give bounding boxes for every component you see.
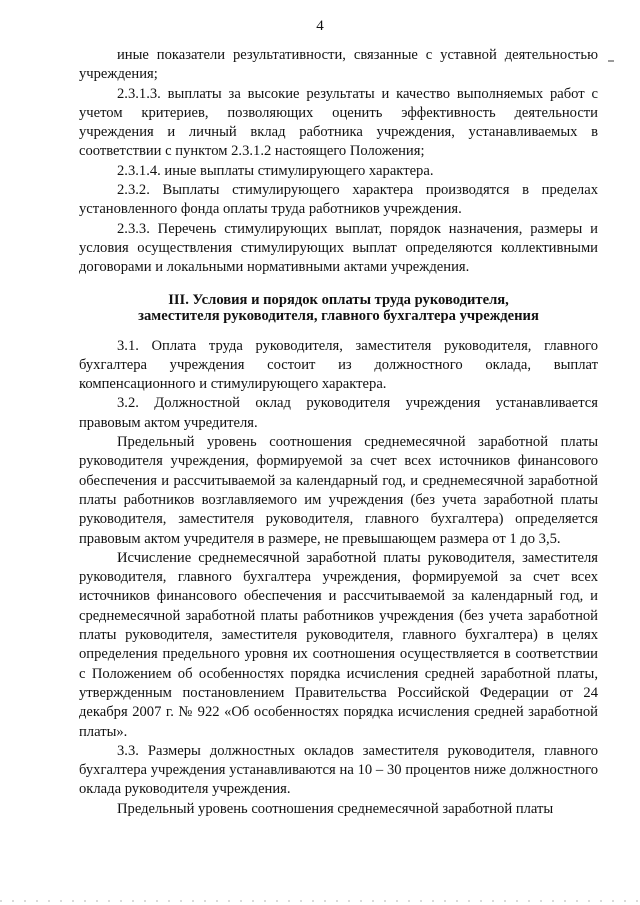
paragraph-average-salary-calculation: Исчисление среднемесячной заработной платы руководителя, заместителя руководителя, главного бухгалтера учреждения, формируемой за счет всех источников финансового обеспечения и рассчитываемой за календарный год, и среднемесячной заработной платы работников учреждения (без учета заработной платы руководителя, заместителя руководителя, главного бухгалтера) в целях определения предельного уровня их соотношения осуществляется в соответствии с Положением об особенностях порядка исчисления средней заработной платы, утвержденным постановлением Правительства Российской Федерации от 24 декабря 2007 г. № 922 «Об особенностях порядка исчисления средней заработной платы».: [79, 549, 598, 740]
paragraph-3-2: 3.2. Должностной оклад руководителя учреждения устанавливается правовым актом учредителя.: [79, 395, 598, 431]
paragraph-2-3-2: 2.3.2. Выплаты стимулирующего характера производятся в пределах установленного фонда оплаты труда работников учреждения.: [79, 182, 598, 218]
paragraph-3-1: 3.1. Оплата труда руководителя, заместителя руководителя, главного бухгалтера учреждения состоит из должностного оклада, выплат компенсационного и стимулирующего характера.: [79, 337, 598, 393]
scan-edge-mark: [608, 60, 614, 62]
paragraph-ratio-limit: Предельный уровень соотношения среднемесячной заработной платы руководителя учреждения, формируемой за счет всех источников финансового обеспечения и рассчитываемой за календарный год, и среднемесячной заработной платы работников возглавляемого им учреждения (без учета заработной платы руководителя, заместителя руководителя, главного бухгалтера) определяется правовым актом учредителя в размере, не превышающем размера от 1 до 3,5.: [79, 434, 598, 547]
paragraph-3-3: 3.3. Размеры должностных окладов заместителя руководителя, главного бухгалтера учреждения устанавливаются на 10 – 30 процентов ниже должностного оклада руководителя учреждения.: [79, 742, 598, 798]
paragraph-2-3-3: 2.3.3. Перечень стимулирующих выплат, порядок назначения, размеры и условия осуществления стимулирующих выплат определяются коллективными договорами и локальными нормативными актами учреждения.: [79, 220, 598, 276]
paragraph-ratio-limit-continued: Предельный уровень соотношения среднемесячной заработной платы: [117, 800, 554, 817]
paragraph-2-3-1-4: 2.3.1.4. иные выплаты стимулирующего характера.: [117, 162, 434, 179]
section-3-heading-line-2: заместителя руководителя, главного бухгалтера учреждения: [138, 307, 539, 324]
section-3-heading-line-1: III. Условия и порядок оплаты труда руководителя,: [168, 291, 509, 308]
paragraph-2-3-1-3: 2.3.1.3. выплаты за высокие результаты и качество выполняемых работ с учетом критериев, позволяющих оценить эффективность деятельности учреждения и личный вклад работника учреждения, устанавливаемых в соответствии с пунктом 2.3.1.2 настоящего Положения;: [79, 85, 598, 160]
paragraph-results-indicators: иные показатели результативности, связанные с уставной деятельностью учреждения;: [79, 47, 598, 83]
page-number: 4: [316, 18, 324, 34]
scan-bottom-edge: [0, 900, 640, 902]
section-3-heading: [79, 292, 598, 324]
document-body: [79, 46, 598, 819]
